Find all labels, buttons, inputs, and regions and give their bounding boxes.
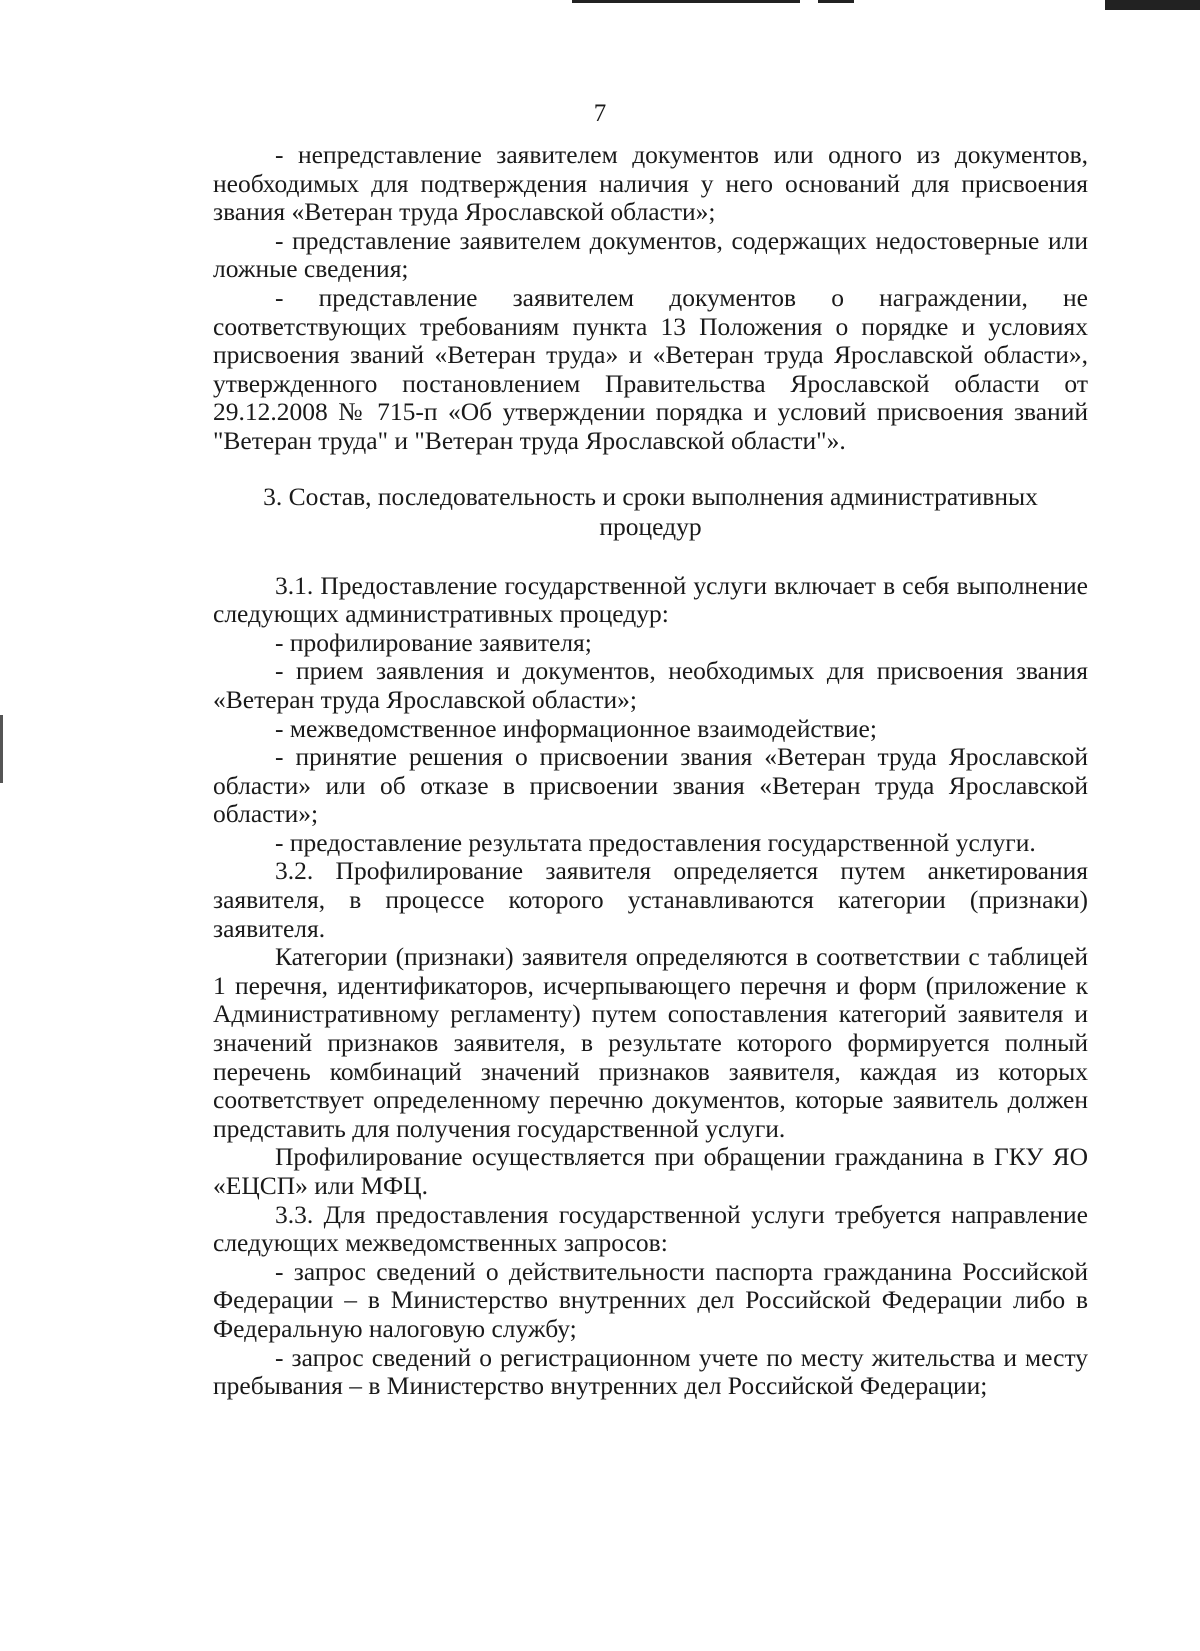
scan-artifact-line <box>1105 0 1200 10</box>
paragraph: 3.1. Предоставление государственной услуги включает в себя выполнение следующих административных процедур: <box>213 570 1088 629</box>
paragraph: - предоставление результата предоставления государственной услуги. <box>275 827 1036 857</box>
paragraph: 3.2. Профилирование заявителя определяется путем анкетирования заявителя, в процессе которого устанавливаются категории (признаки) заявителя. <box>213 856 1088 943</box>
scan-artifact-line <box>818 0 854 3</box>
document-body <box>213 141 1088 1401</box>
paragraph: 3.3. Для предоставления государственной услуги требуется направление следующих межведомственных запросов: <box>213 1199 1088 1258</box>
paragraph: - запрос сведений о действительности паспорта гражданина Российской Федерации – в Министерство внутренних дел Российской Федерации либо в Федеральную налоговую службу; <box>213 1256 1088 1343</box>
section-heading: 3. Состав, последовательность и сроки выполнения административных процедур <box>263 481 1038 541</box>
paragraph: Категории (признаки) заявителя определяются в соответствии с таблицей 1 перечня, идентификаторов, исчерпывающего перечня и форм (приложение к Административному регламенту) путем сопоставления категорий заявителя и значений признаков заявителя, в результате которого формируется полный перечень комбинаций значений признаков заявителя, каждая из которых соответствует определенному перечню документов, которые заявитель должен представить для получения государственной услуги. <box>213 942 1088 1143</box>
paragraph: Профилирование осуществляется при обращении гражданина в ГКУ ЯО «ЕЦСП» или МФЦ. <box>213 1142 1088 1200</box>
page-number: 7 <box>593 100 607 127</box>
scan-artifact-line <box>572 0 800 3</box>
paragraph: - принятие решения о присвоении звания «Ветеран труда Ярославской области» или об отказе в присвоении звания «Ветеран труда Ярославской области»; <box>213 742 1088 829</box>
scan-artifact-edge <box>0 715 3 783</box>
paragraph: - непредставление заявителем документов или одного из документов, необходимых для подтверждения наличия у него оснований для присвоения звания «Ветеран труда Ярославской области»; <box>213 140 1088 227</box>
paragraph: - прием заявления и документов, необходимых для присвоения звания «Ветеран труда Ярославской области»; <box>213 656 1088 714</box>
paragraph: - межведомственное информационное взаимодействие; <box>275 713 877 743</box>
paragraph: - представление заявителем документов, содержащих недостоверные или ложные сведения; <box>213 225 1088 284</box>
paragraph: - запрос сведений о регистрационном учете по месту жительства и месту пребывания – в Министерство внутренних дел Российской Федерации; <box>213 1342 1088 1401</box>
paragraph: - профилирование заявителя; <box>275 627 592 657</box>
paragraph: - представление заявителем документов о награждении, не соответствующих требованиям пункта 13 Положения о порядке и условиях присвоения званий «Ветеран труда» и «Ветеран труда Ярославской области», утвержденного постановлением Правительства Ярославской области от 29.12.2008 № 715-п «Об утверждении порядка и условий присвоения званий "Ветеран труда" и "Ветеран труда Ярославской области"». <box>213 282 1088 455</box>
